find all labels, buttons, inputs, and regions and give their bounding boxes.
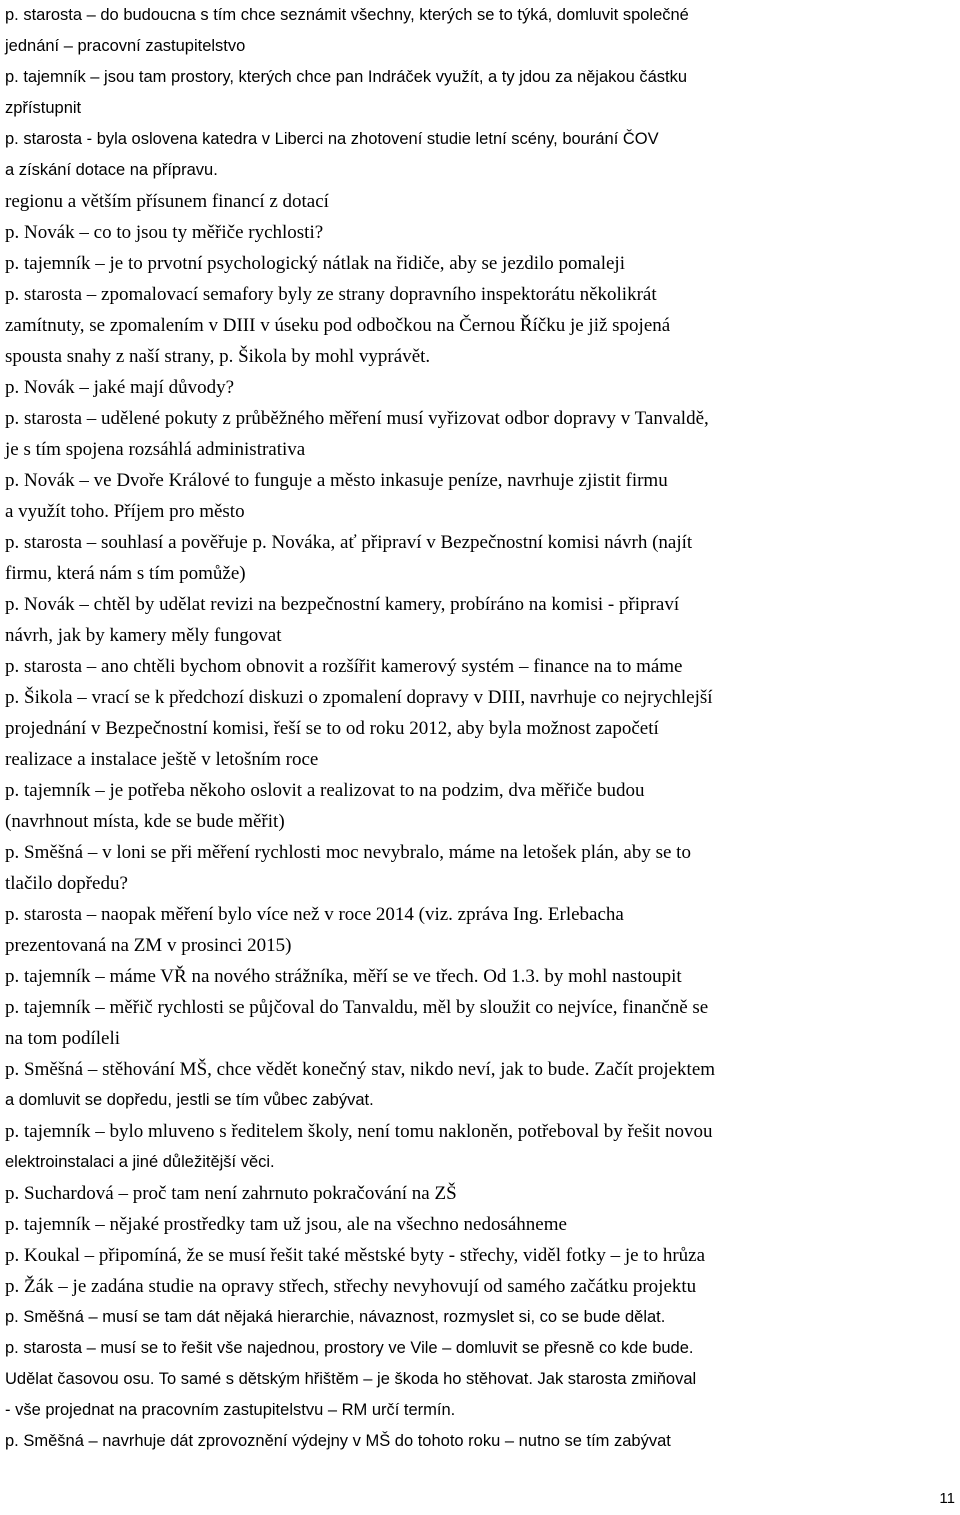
text-line: jednání – pracovní zastupitelstvo — [5, 37, 246, 55]
text-line: p. tajemník – jsou tam prostory, kterých chce pan Indráček využít, a ty jdou za nějakou částku — [5, 68, 688, 86]
text-line: je s tím spojena rozsáhlá administrativa — [5, 439, 306, 460]
text-line: p. Novák – chtěl by udělat revizi na bezpečnostní kamery, probíráno na komisi - připraví — [5, 594, 680, 615]
text-line: na tom podíleli — [5, 1028, 121, 1049]
text-line: p. tajemník – je potřeba někoho oslovit a realizovat to na podzim, dva měřiče budou — [5, 780, 645, 801]
text-line: p. tajemník – je to prvotní psychologický nátlak na řidiče, aby se jezdilo pomaleji — [5, 253, 625, 274]
text-line: regionu a větším přísunem financí z dotací — [5, 191, 329, 212]
text-line: a využít toho. Příjem pro město — [5, 501, 245, 522]
text-line: realizace a instalace ještě v letošním roce — [5, 749, 319, 770]
text-line: - vše projednat na pracovním zastupitelstvu – RM určí termín. — [5, 1401, 456, 1419]
text-line: p. Novák – co to jsou ty měřiče rychlosti? — [5, 222, 324, 243]
text-segment: p. Směšná – stěhování MŠ, chce vědět konečný stav, nikdo neví, jak to bude. — [5, 1059, 590, 1080]
text-line: návrh, jak by kamery měly fungovat — [5, 625, 282, 646]
text-line: p. starosta – zpomalovací semafory byly ze strany dopravního inspektorátu několikrát — [5, 284, 657, 305]
text-line: prezentovaná na ZM v prosinci 2015) — [5, 935, 292, 956]
text-line: firmu, která nám s tím pomůže) — [5, 563, 246, 584]
text-line: p. tajemník – měřič rychlosti se půjčoval do Tanvaldu, měl by sloužit co nejvíce, finančně se — [5, 997, 709, 1018]
text-line: p. Směšná – navrhuje dát zprovoznění výdejny v MŠ do tohoto roku – nutno se tím zabývat — [5, 1432, 671, 1450]
page-number: 11 — [939, 1490, 955, 1507]
document-page — [5, 0, 955, 1457]
text-line: p. starosta – udělené pokuty z průběžného měření musí vyřizovat odbor dopravy v Tanvaldě, — [5, 408, 709, 429]
text-line: (navrhnout místa, kde se bude měřit) — [5, 811, 285, 832]
text-line: projednání v Bezpečnostní komisi, řeší se to od roku 2012, aby byla možnost započetí — [5, 718, 659, 739]
text-line: p. starosta – musí se to řešit vše najednou, prostory ve Vile – domluvit se přesně co kde bude. — [5, 1339, 694, 1357]
text-line: p. Šikola – vrací se k předchozí diskuzi o zpomalení dopravy v DIII, navrhuje co nejrychlejší — [5, 687, 713, 708]
text-line: zpřístupnit — [5, 99, 82, 117]
text-line: elektroinstalaci a jiné důležitější věci. — [5, 1153, 275, 1171]
text-line: p. Směšná – musí se tam dát nějaká hierarchie, návaznost, rozmyslet si, co se bude dělat. — [5, 1308, 666, 1326]
document-body — [5, 0, 955, 1457]
text-line: p. Koukal – připomíná, že se musí řešit také městské byty - střechy, viděl fotky – je to hrůza — [5, 1245, 706, 1266]
text-line: p. Novák – ve Dvoře Králové to funguje a město inkasuje peníze, navrhuje zjistit firmu — [5, 470, 668, 491]
text-line: p. Suchardová – proč tam není zahrnuto pokračování na ZŠ — [5, 1183, 457, 1204]
text-line: p. tajemník – bylo mluveno s ředitelem školy, není tomu nakloněn, potřeboval by řešit novou — [5, 1121, 713, 1142]
text-line: p. starosta – souhlasí a pověřuje p. Nováka, ať připraví v Bezpečnostní komisi návrh (najít — [5, 532, 693, 553]
text-segment: Začít projektem — [594, 1059, 716, 1080]
text-line: p. starosta – naopak měření bylo více než v roce 2014 (viz. zpráva Ing. Erlebacha — [5, 904, 624, 925]
text-line: p. starosta – ano chtěli bychom obnovit a rozšířit kamerový systém – finance na to máme — [5, 656, 683, 677]
text-line: spousta snahy z naší strany, p. Šikola by mohl vyprávět. — [5, 346, 431, 367]
text-line: p. Žák – je zadána studie na opravy střech, střechy nevyhovují od samého začátku projektu — [5, 1276, 697, 1297]
text-line: p. starosta - byla oslovena katedra v Liberci na zhotovení studie letní scény, bourání ČOV — [5, 130, 659, 148]
text-line: tlačilo dopředu? — [5, 873, 128, 894]
text-line: p. tajemník – máme VŘ na nového strážníka, měří se ve třech. Od 1.3. by mohl nastoupit — [5, 966, 682, 987]
text-line: a domluvit se dopředu, jestli se tím vůbec zabývat. — [5, 1091, 374, 1109]
text-line: zamítnuty, se zpomalením v DIII v úseku pod odbočkou na Černou Říčku je již spojená — [5, 315, 671, 336]
text-line: a získání dotace na přípravu. — [5, 161, 218, 179]
text-line — [5, 1054, 955, 1085]
text-line: p. tajemník – nějaké prostředky tam už jsou, ale na všechno nedosáhneme — [5, 1214, 567, 1235]
text-line: p. Novák – jaké mají důvody? — [5, 377, 235, 398]
text-line: Udělat časovou osu. To samé s dětským hřištěm – je škoda ho stěhovat. Jak starosta zmiňoval — [5, 1370, 697, 1388]
text-line: p. Směšná – v loni se při měření rychlosti moc nevybralo, máme na letošek plán, aby se to — [5, 842, 691, 863]
text-line: p. starosta – do budoucna s tím chce seznámit všechny, kterých se to týká, domluvit společné — [5, 6, 689, 24]
